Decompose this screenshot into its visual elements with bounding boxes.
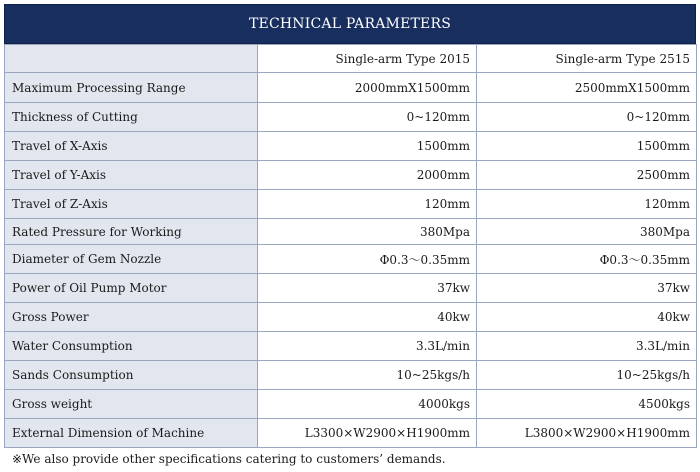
row-value-type-2515: 120mm (477, 190, 697, 219)
footnote: ※We also provide other specifications catering to customers’ demands. (12, 452, 446, 466)
row-value-type-2515: Φ0.3～0.35mm (477, 245, 697, 274)
row-label: Thickness of Cutting (5, 103, 258, 132)
row-label: Diameter of Gem Nozzle (5, 245, 258, 274)
row-value-type-2015: 2000mmX1500mm (258, 73, 477, 103)
row-label: Maximum Processing Range (5, 73, 258, 103)
row-label: Power of Oil Pump Motor (5, 274, 258, 303)
column-header-row (5, 45, 697, 73)
row-label: External Dimension of Machine (5, 419, 258, 448)
column-header-blank (5, 45, 258, 73)
row-value-type-2515: 380Mpa (477, 219, 697, 245)
row-label: Water Consumption (5, 332, 258, 361)
row-value-type-2515: 0~120mm (477, 103, 697, 132)
row-value-type-2015: 120mm (258, 190, 477, 219)
row-label: Gross Power (5, 303, 258, 332)
table-row (5, 361, 697, 390)
row-value-type-2515: 1500mm (477, 132, 697, 161)
table-row (5, 73, 697, 103)
table-row (5, 245, 697, 274)
column-header-type-2015: Single-arm Type 2015 (258, 45, 477, 73)
row-label: Sands Consumption (5, 361, 258, 390)
row-label: Gross weight (5, 390, 258, 419)
row-value-type-2015: 0~120mm (258, 103, 477, 132)
row-label: Travel of Z-Axis (5, 190, 258, 219)
row-value-type-2515: 2500mm (477, 161, 697, 190)
row-value-type-2015: L3300×W2900×H1900mm (258, 419, 477, 448)
table-row (5, 219, 697, 245)
table-row (5, 190, 697, 219)
row-value-type-2515: 10~25kgs/h (477, 361, 697, 390)
column-header-type-2515: Single-arm Type 2515 (477, 45, 697, 73)
spec-table (4, 44, 697, 448)
row-value-type-2515: L3800×W2900×H1900mm (477, 419, 697, 448)
table-row (5, 103, 697, 132)
table-row (5, 132, 697, 161)
row-value-type-2015: 10~25kgs/h (258, 361, 477, 390)
row-value-type-2015: 380Mpa (258, 219, 477, 245)
row-label: Travel of Y-Axis (5, 161, 258, 190)
row-value-type-2015: Φ0.3～0.35mm (258, 245, 477, 274)
row-value-type-2015: 37kw (258, 274, 477, 303)
table-row (5, 274, 697, 303)
row-value-type-2515: 40kw (477, 303, 697, 332)
spec-table-container (4, 4, 696, 448)
table-row (5, 390, 697, 419)
row-value-type-2515: 2500mmX1500mm (477, 73, 697, 103)
row-value-type-2015: 40kw (258, 303, 477, 332)
table-row (5, 332, 697, 361)
row-value-type-2015: 2000mm (258, 161, 477, 190)
table-title: TECHNICAL PARAMETERS (4, 4, 696, 44)
table-row (5, 303, 697, 332)
table-row (5, 161, 697, 190)
row-value-type-2515: 37kw (477, 274, 697, 303)
row-value-type-2515: 4500kgs (477, 390, 697, 419)
row-value-type-2515: 3.3L/min (477, 332, 697, 361)
row-label: Rated Pressure for Working (5, 219, 258, 245)
row-value-type-2015: 1500mm (258, 132, 477, 161)
row-value-type-2015: 3.3L/min (258, 332, 477, 361)
table-row (5, 419, 697, 448)
row-value-type-2015: 4000kgs (258, 390, 477, 419)
row-label: Travel of X-Axis (5, 132, 258, 161)
